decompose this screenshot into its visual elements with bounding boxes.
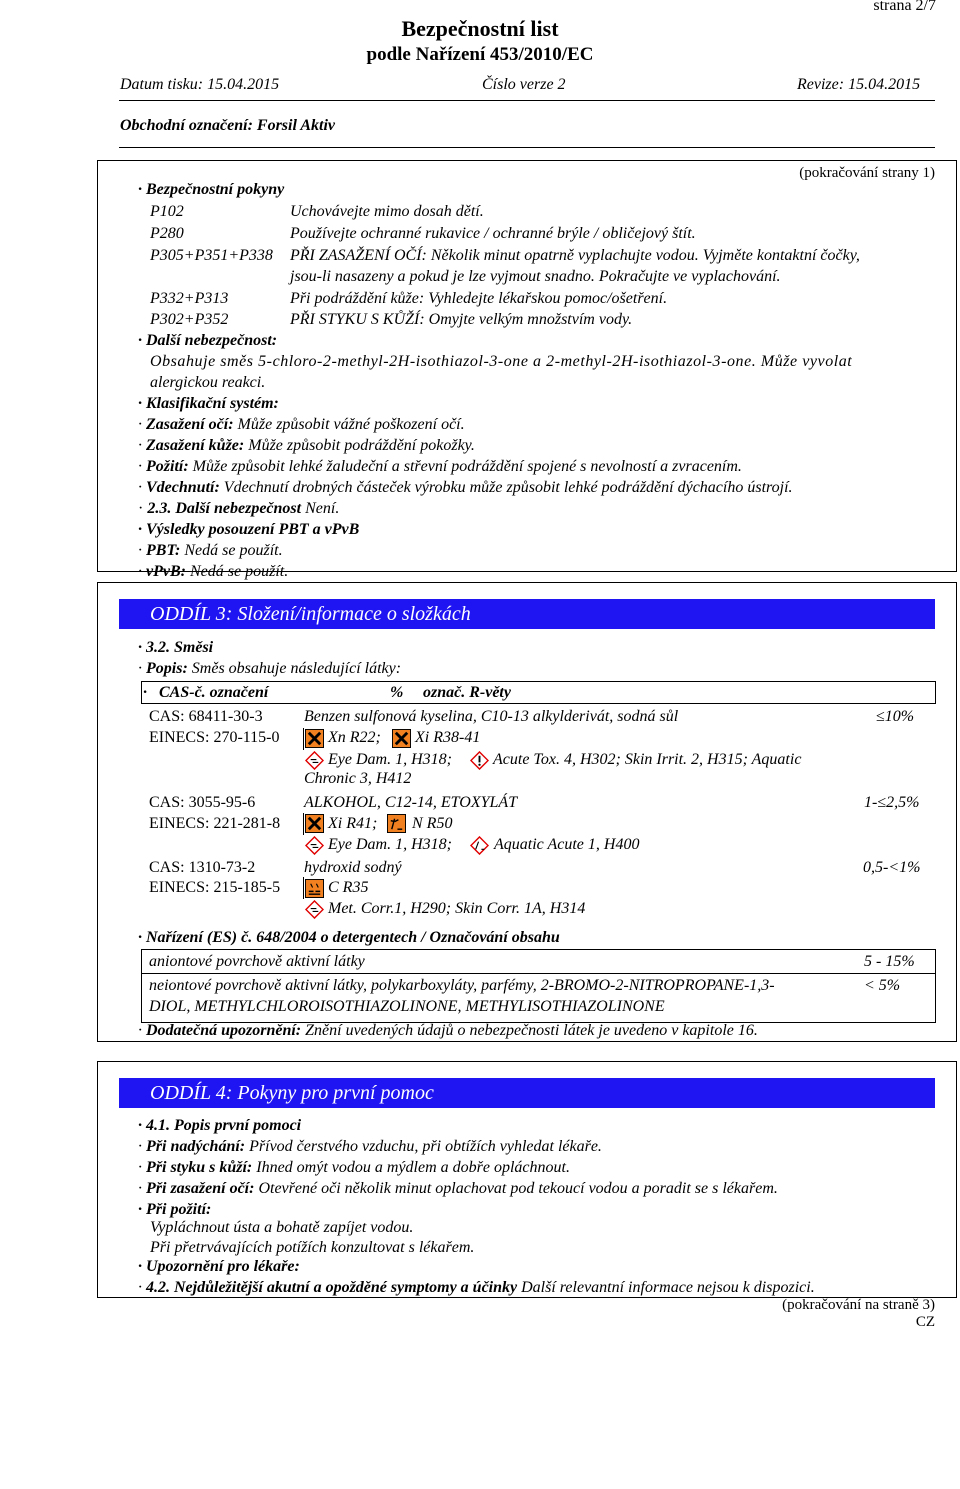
document-title: Bezpečnostní list [401, 16, 559, 41]
einecs-number: EINECS: 215-185-5 [149, 879, 281, 896]
skin-contact-label: Zasažení kůže: [146, 437, 245, 454]
eye-aid-row: · Při zasažení očí: Otevřené oči několik minut oplachovat pod tekoucí vodou a poradit se s lékařem. [138, 1180, 778, 1197]
skin-contact-row: · Zasažení kůže: Může způsobit podráždění pokožky. [138, 437, 475, 454]
r-phrase: Xi R41; [328, 815, 378, 832]
continuation-top: (pokračování strany 1) [799, 165, 935, 181]
section4-heading-text: ODDÍL 4: Pokyny pro první pomoc [150, 1082, 434, 1104]
first-aid-title-text: 4.1. Popis první pomoci [146, 1117, 302, 1134]
skin-aid-text: Ihned omýt vodou a mýdlem a dobře opláchnout. [256, 1159, 570, 1176]
other-hazards-text-2: alergickou reakci. [150, 374, 266, 391]
ingestion-aid-text-2: Při přetrvávajících potížích konzultovat s lékařem. [150, 1239, 475, 1256]
trade-name: Obchodní označení: Forsil Aktiv [120, 117, 335, 134]
eye-aid-text: Otevřené oči několik minut oplachovat pod tekoucí vodou a poradit se s lékařem. [258, 1180, 778, 1197]
page-number: strana 2/7 [873, 0, 936, 14]
substance-name: ALKOHOL, C12-14, ETOXYLÁT [304, 794, 518, 811]
regulation-row-pct: < 5% [864, 977, 901, 994]
symptoms-text: Další relevantní informace nejsou k dispozici. [521, 1279, 815, 1296]
description-row: · Popis: Směs obsahuje následující látky: [138, 660, 402, 677]
substance-name: hydroxid sodný [304, 859, 402, 876]
other-hazards-text: Obsahuje směs 5-chloro-2-methyl-2H-isothiazol-3-one a 2-methyl-2H-isothiazol-3-one. Může vyvolat [150, 353, 853, 370]
h-phrase: Eye Dam. 1, H318; [328, 751, 452, 768]
regulation-title-text: Nařízení (ES) č. 648/2004 o detergentech / Označování obsahu [146, 929, 560, 946]
other-hazard-23-text: Není. [305, 500, 340, 517]
pbt-text: Nedá se použít. [184, 542, 283, 559]
h-phrase: Met. Corr.1, H290; Skin Corr. 1A, H314 [328, 900, 586, 917]
skin-aid-label: Při styku s kůží: [146, 1159, 253, 1176]
col-cas-header: · CAS-č. označení [143, 684, 269, 701]
skin-aid-row: · Při styku s kůží: Ihned omýt vodou a mýdlem a dobře opláchnout. [138, 1159, 570, 1176]
h-phrase-2: Acute Tox. 4, H302; Skin Irrit. 2, H315; Aquatic [493, 751, 802, 768]
ingestion-aid-label: · Při požití: [138, 1201, 212, 1218]
vpvb-label: vPvB: [146, 563, 186, 580]
eye-contact-label: Zasažení očí: [146, 416, 234, 433]
p-text: Při podráždění kůže: Vyhledejte lékařskou pomoc/ošetření. [290, 290, 668, 307]
regulation-row-text: neiontové povrchově aktivní látky, polykarboxyláty, parfémy, 2-BROMO-2-NITROPROPANE-1,3- [149, 977, 775, 994]
einecs-number: EINECS: 221-281-8 [149, 815, 281, 832]
substance-percent: ≤10% [876, 708, 915, 725]
additional-info-label: Dodatečná upozornění: [146, 1022, 302, 1039]
ingestion-row: · Požití: Může způsobit lehké žaludeční a střevní podráždění spojené s nevolností a zvracením. [138, 458, 742, 475]
header-divider [119, 100, 935, 101]
pbt-title: · Výsledky posouzení PBT a vPvB [138, 521, 360, 538]
p-code: P280 [150, 225, 184, 242]
cas-number: CAS: 1310-73-2 [149, 859, 256, 876]
language-code: CZ [915, 1314, 935, 1330]
inhalation-aid-text: Přívod čerstvého vzduchu, při obtížích vyhledat lékaře. [249, 1138, 602, 1155]
pbt-row: · PBT: Nedá se použít. [138, 542, 283, 559]
eye-contact-text: Může způsobit vážné poškození očí. [237, 416, 465, 433]
eye-contact-row: · Zasažení očí: Může způsobit vážné poškození očí. [138, 416, 465, 433]
ingestion-text: Může způsobit lehké žaludeční a střevní podráždění spojené s nevolností a zvracením. [192, 458, 742, 475]
regulation-title: · Nařízení (ES) č. 648/2004 o detergentech / Označování obsahu [138, 929, 560, 946]
environment-diamond-icon [470, 836, 489, 855]
description-text: Směs obsahuje následující látky: [191, 660, 402, 677]
document-subtitle: podle Nařízení 453/2010/EC [366, 44, 594, 65]
description-label: Popis: [146, 660, 188, 677]
r-row-border [303, 728, 843, 750]
p-code: P305+P351+P338 [150, 247, 273, 264]
classification-label: · Klasifikační systém: [138, 395, 279, 412]
version-number: Číslo verze 2 [482, 76, 566, 93]
print-date: Datum tisku: 15.04.2015 [120, 76, 280, 93]
other-hazard-23-row: · 2.3. Další nebezpečnost Není. [138, 500, 340, 517]
substance-name: Benzen sulfonová kyselina, C10-13 alkylderivát, sodná sůl [304, 708, 679, 725]
p-text: Používejte ochranné rukavice / ochranné brýle / obličejový štít. [290, 225, 696, 242]
cas-number: CAS: 68411-30-3 [149, 708, 263, 725]
other-hazards-label-text: Další nebezpečnost: [146, 332, 278, 349]
h-phrase-2: Aquatic Acute 1, H400 [494, 836, 640, 853]
p-text: Uchovávejte mimo dosah dětí. [290, 203, 484, 220]
p-text: jsou-li nasazeny a pokud je lze vyjmout snadno. Pokračujte ve vyplachování. [290, 268, 781, 285]
regulation-row-text-2: DIOL, METHYLCHLOROISOTHIAZOLINONE, METHYLISOTHIAZOLINONE [149, 998, 665, 1015]
r-phrase: C R35 [328, 879, 369, 896]
corrosion-diamond-icon [305, 900, 324, 919]
pbt-title-text: Výsledky posouzení PBT a vPvB [146, 521, 360, 538]
substance-percent: 1-≤2,5% [864, 794, 920, 811]
pbt-label: PBT: [146, 542, 181, 559]
revision-date: Revize: 15.04.2015 [797, 76, 921, 93]
mixtures-label-text: 3.2. Směsi [146, 639, 214, 656]
col-name-header: označení [209, 684, 269, 701]
col-cas-header-text: CAS-č. [159, 684, 206, 701]
inhalation-label: Vdechnutí: [146, 479, 220, 496]
ingestion-label: Požití: [146, 458, 189, 475]
col-pct-header: % [390, 684, 404, 701]
corrosive-icon [305, 879, 324, 898]
r-phrase-2: Xi R38-41 [415, 729, 481, 746]
irritant-x-icon [305, 814, 324, 833]
regulation-row-pct: 5 - 15% [864, 953, 915, 970]
irritant-x-icon [392, 729, 411, 748]
symptoms-row: · 4.2. Nejdůležitější akutní a opožděné symptomy a účinky Další relevantní informace nejsou k dispozici. [138, 1279, 815, 1296]
doctor-note-label-text: Upozornění pro lékaře: [146, 1258, 300, 1275]
first-aid-title: · 4.1. Popis první pomoci [138, 1117, 302, 1134]
section3-heading-text: ODDÍL 3: Složení/informace o složkách [150, 603, 471, 625]
inhalation-text: Vdechnutí drobných částeček výrobku může způsobit lehké podráždění dýchacího ústrojí. [223, 479, 793, 496]
mixtures-label: · 3.2. Směsi [138, 639, 214, 656]
regulation-row-divider [141, 973, 936, 974]
vpvb-row: · vPvB: Nedá se použít. [138, 563, 289, 580]
r-phrase: Xn R22; [328, 729, 381, 746]
inhalation-aid-label: Při nadýchání: [146, 1138, 246, 1155]
additional-info-text: Znění uvedených údajů o nebezpečnosti látek je uvedeno v kapitole 16. [305, 1022, 758, 1039]
skin-contact-text: Může způsobit podráždění pokožky. [248, 437, 475, 454]
section4-heading [119, 1078, 935, 1108]
h-phrase: Eye Dam. 1, H318; [328, 836, 452, 853]
ingestion-aid-text: Vypláchnout ústa a bohatě zapíjet vodou. [150, 1219, 414, 1236]
additional-info-row: · Dodatečná upozornění: Znění uvedených údajů o nebezpečnosti látek je uvedeno v kapitole 16. [138, 1022, 758, 1039]
eye-aid-label: Při zasažení očí: [146, 1180, 255, 1197]
einecs-number: EINECS: 270-115-0 [149, 729, 280, 746]
safety-title-text: Bezpečnostní pokyny [146, 181, 285, 198]
other-hazards-label: · Další nebezpečnost: [138, 332, 278, 349]
p-code: P302+P352 [150, 311, 229, 328]
regulation-row-text: aniontové povrchově aktivní látky [149, 953, 365, 970]
environment-icon [387, 814, 406, 833]
p-code: P102 [150, 203, 184, 220]
symptoms-label: 4.2. Nejdůležitější akutní a opožděné symptomy a účinky [146, 1279, 518, 1296]
h-phrase-cont: Chronic 3, H412 [304, 770, 412, 787]
p-text: PŘI ZASAŽENÍ OČÍ: Několik minut opatrně vyplachujte vodou. Vyjměte kontaktní čočky, [290, 247, 860, 264]
col-r-header: označ. R-věty [423, 684, 511, 701]
substance-percent: 0,5-<1% [863, 859, 921, 876]
classification-label-text: Klasifikační systém: [146, 395, 279, 412]
inhalation-row: · Vdechnutí: Vdechnutí drobných částeček výrobku může způsobit lehké podráždění dýchacího ústrojí. [138, 479, 793, 496]
corrosion-diamond-icon [305, 751, 324, 770]
other-hazard-23-label: 2.3. Další nebezpečnost [147, 500, 302, 517]
inhalation-aid-row: · Při nadýchání: Přívod čerstvého vzduchu, při obtížích vyhledat lékaře. [138, 1138, 602, 1155]
header-divider-2 [119, 147, 935, 148]
continuation-bottom: (pokračování na straně 3) [782, 1297, 935, 1313]
safety-title: · Bezpečnostní pokyny [138, 181, 285, 198]
ingestion-aid-label-text: Při požití: [146, 1201, 212, 1218]
p-code: P332+P313 [150, 290, 229, 307]
exclamation-diamond-icon [470, 751, 489, 770]
cas-number: CAS: 3055-95-6 [149, 794, 256, 811]
doctor-note-label: · Upozornění pro lékaře: [138, 1258, 300, 1275]
harmful-x-icon [305, 729, 324, 748]
p-text: PŘI STYKU S KŮŽÍ: Omyjte velkým množstvím vody. [290, 311, 633, 328]
vpvb-text: Nedá se použít. [189, 563, 289, 580]
r-phrase-2: N R50 [412, 815, 453, 832]
corrosion-diamond-icon [305, 836, 324, 855]
section3-heading [119, 599, 935, 629]
